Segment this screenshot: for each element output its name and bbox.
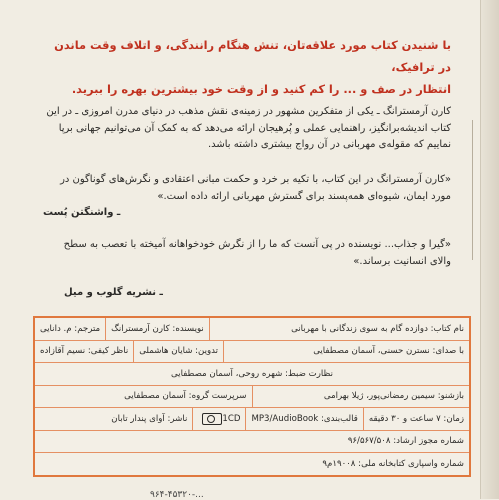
credits-row (35, 341, 469, 364)
credits-row (35, 431, 469, 454)
review-quote-2-source: ـ نشریه گلوب و میل (64, 287, 163, 298)
promo-line-2: انتظار در صف و ... را کم کنید و از وقت خود بیشترین بهره را ببرید. (71, 82, 451, 96)
compile-credit: تدوین: شایان هاشملی (133, 341, 223, 363)
isbn-text: ۹۶۴-۴۵۳۲۰-... (150, 490, 204, 500)
cover-edge (480, 0, 499, 499)
translator-credit: مترجم: م. دانایی (40, 323, 101, 334)
quality-supervisor-credit: ناظر کیفی: نسیم آقازاده (40, 346, 129, 357)
readers-credit: بازشنو: سیمین رمضانی‌پور، ژیلا بهرامی (252, 386, 470, 408)
review-quote-2-text: «گیرا و جذاب... نویسنده در پی آنست که ما را از نگرش خودخواهانه آمیخته با تعصب به سطح والای انسانیت برساند.» (63, 239, 451, 267)
cd-count (192, 408, 245, 430)
credits-row (35, 453, 469, 475)
review-quote-1-text: «کارن آرمسترانگ در این کتاب، با تکیه بر خرد و حکمت مبانی اعتقادی و نگرش‌های گوناگون در مورد ایمان، شیوه‌ای همه‌پسند برای گسترش مهربانی ارائه داده است.» (60, 174, 451, 202)
voice-credit: با صدای: نسترن حسنی، آسمان مصطفایی (223, 341, 469, 363)
duration: زمان: ۷ ساعت و ۳۰ دقیقه (363, 408, 469, 430)
publisher-credit: ناشر: آوای پندار تابان (111, 413, 188, 424)
promo-text (51, 34, 451, 100)
credits-row (35, 386, 469, 409)
group-head-credit: سرپرست گروه: آسمان مصطفایی (124, 391, 247, 402)
review-quote-2 (43, 237, 451, 270)
book-description: کارن آرمسترانگ ـ یکی از متفکرین مشهور در زمینه‌ی نقش مذهب در دنیای مدرن امروزی ـ در این کتاب اندیشه‌برانگیز، راهنمایی عملی و پُرهیجان ارائه می‌دهد که به کمک آن می‌توانیم جهانی برپا نماییم که مقوله‌ی مهربانی در آن رواج بیشتری داشته باشد. (46, 106, 451, 150)
crease-line (472, 120, 473, 260)
promo-line-1: با شنیدن کتاب مورد علاقه‌تان، تنش هنگام رانندگی، و اتلاف وقت ماندن در ترافیک، (54, 38, 451, 74)
cd-count-label: 1CD (222, 413, 241, 424)
credits-row (35, 408, 469, 431)
cd-icon (202, 413, 222, 425)
credits-row (35, 318, 469, 341)
author-credit: نویسنده: کارن آرمسترانگ (105, 318, 209, 340)
review-quote-1-source: ـ واشنگتن پُست (43, 207, 121, 218)
book-title: نام کتاب: دوازده گام به سوی زندگانی با مهربانی (209, 318, 469, 340)
credits-table (33, 316, 471, 477)
review-quote-1 (43, 172, 451, 222)
license-number: شماره مجوز ارشاد: ۹۶/۵۶۷/۵۰۸ (347, 436, 464, 447)
national-library-number: شماره واسپاری کتابخانه ملی: ۱۹۰۰۸م۹ (322, 458, 464, 469)
credits-row (35, 363, 469, 386)
recording-supervision-credit: نظارت ضبط: شهره روحی، آسمان مصطفایی (171, 368, 333, 379)
format: قالب‌بندی: MP3/AudioBook (245, 408, 362, 430)
